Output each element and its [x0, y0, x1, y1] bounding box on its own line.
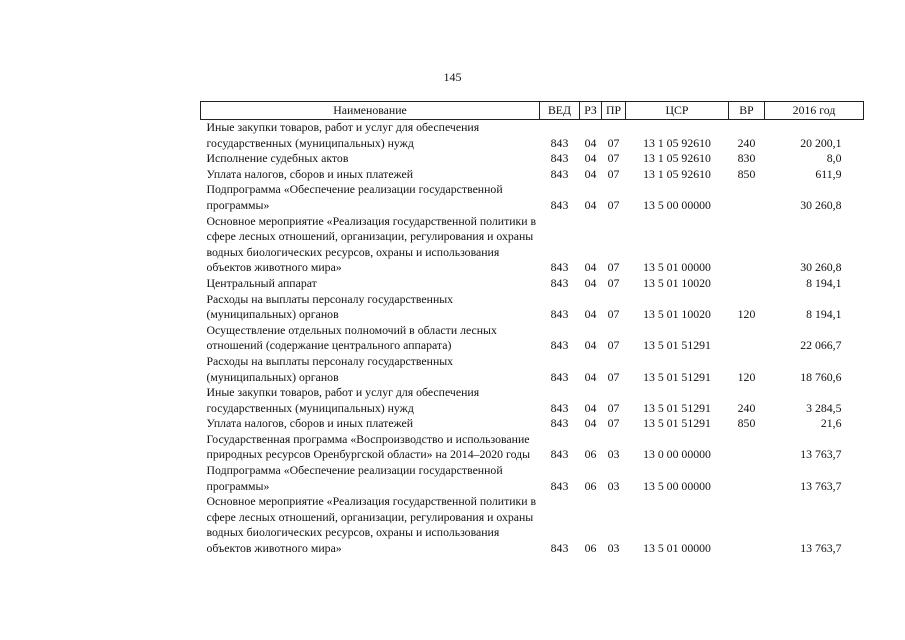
- cell-rz: 04: [584, 151, 597, 166]
- cell-name: Основное мероприятие «Реализация государственной политики в сфере лесных отношений, организации, регулирования и охраны водных биологических ресурсов, охраны и использования объектов животного мира»: [206, 213, 537, 275]
- cell-vr: 120: [737, 307, 756, 322]
- cell-csr: 13 5 01 10020: [643, 307, 711, 322]
- cell-rz: 04: [584, 416, 597, 431]
- cell-pr: 07: [607, 275, 620, 290]
- cell-name: Уплата налогов, сборов и иных платежей: [206, 416, 414, 431]
- cell-vr: [729, 276, 765, 292]
- cell-rz: 06: [584, 541, 597, 556]
- cell-name: Исполнение судебных актов: [206, 151, 349, 166]
- cell-pr: 07: [607, 416, 620, 431]
- table-row: [201, 167, 864, 183]
- table-row: [201, 276, 864, 292]
- cell-rz: 04: [584, 275, 597, 290]
- cell-ved: 843: [550, 151, 569, 166]
- header-rz: РЗ: [580, 102, 602, 120]
- cell-name: Иные закупки товаров, работ и услуг для обеспечения государственных (муниципальных) нужд: [206, 385, 480, 415]
- cell-ved: 843: [550, 369, 569, 384]
- cell-rz: 04: [584, 338, 597, 353]
- cell-csr: 13 5 01 00000: [643, 260, 711, 275]
- cell-rz: 04: [584, 307, 597, 322]
- cell-rz: 04: [584, 135, 597, 150]
- cell-amount: 20 200,1: [800, 135, 842, 150]
- cell-name: Подпрограмма «Обеспечение реализации государственной программы»: [206, 463, 503, 493]
- cell-vr: [729, 463, 765, 494]
- header-row: [201, 102, 864, 120]
- cell-vr: 830: [737, 151, 756, 166]
- cell-csr: 13 0 00 00000: [643, 447, 711, 462]
- table-row: [201, 214, 864, 276]
- cell-name: Основное мероприятие «Реализация государственной политики в сфере лесных отношений, организации, регулирования и охраны водных биологических ресурсов, охраны и использования объектов животного мира»: [206, 494, 537, 556]
- cell-csr: 13 5 01 51291: [643, 416, 711, 431]
- cell-ved: 843: [550, 338, 569, 353]
- cell-vr: 850: [737, 166, 756, 181]
- cell-name: Расходы на выплаты персоналу государственных (муниципальных) органов: [206, 291, 454, 322]
- table-row: [201, 463, 864, 494]
- cell-pr: 07: [607, 338, 620, 353]
- cell-pr: 07: [607, 197, 620, 212]
- header-csr: ЦСР: [626, 102, 729, 120]
- cell-pr: 07: [607, 400, 620, 415]
- cell-ved: 843: [550, 275, 569, 290]
- cell-ved: 843: [550, 260, 569, 275]
- cell-rz: 04: [584, 166, 597, 181]
- table-row: [201, 416, 864, 432]
- cell-rz: 04: [584, 369, 597, 384]
- cell-name: Центральный аппарат: [206, 275, 317, 290]
- cell-name: Осуществление отдельных полномочий в области лесных отношений (содержание центрального аппарата): [206, 322, 497, 353]
- cell-pr: 07: [607, 307, 620, 322]
- table-row: [201, 151, 864, 167]
- table-row: [201, 432, 864, 463]
- cell-pr: 03: [607, 478, 620, 493]
- cell-amount: 13 763,7: [800, 541, 842, 556]
- header-ved: ВЕД: [540, 102, 580, 120]
- cell-ved: 843: [550, 416, 569, 431]
- table-row: [201, 120, 864, 152]
- cell-pr: 03: [607, 541, 620, 556]
- cell-pr: 03: [607, 447, 620, 462]
- cell-rz: 06: [584, 447, 597, 462]
- cell-name: Уплата налогов, сборов и иных платежей: [206, 166, 414, 181]
- cell-vr: 240: [737, 135, 756, 150]
- cell-pr: 07: [607, 260, 620, 275]
- cell-csr: 13 1 05 92610: [643, 135, 711, 150]
- cell-rz: 04: [584, 260, 597, 275]
- cell-ved: 843: [550, 307, 569, 322]
- cell-pr: 07: [607, 369, 620, 384]
- cell-ved: 843: [550, 478, 569, 493]
- cell-vr: 240: [737, 400, 756, 415]
- cell-name: Подпрограмма «Обеспечение реализации государственной программы»: [206, 182, 503, 212]
- cell-csr: 13 5 00 00000: [643, 197, 711, 212]
- cell-vr: [729, 494, 765, 556]
- table-row: [201, 323, 864, 354]
- cell-amount: 30 260,8: [800, 260, 842, 275]
- cell-amount: 22 066,7: [800, 338, 842, 353]
- cell-vr: [729, 182, 765, 213]
- header-vr: ВР: [729, 102, 765, 120]
- cell-amount: 3 284,5: [806, 400, 842, 415]
- cell-ved: 843: [550, 197, 569, 212]
- cell-ved: 843: [550, 447, 569, 462]
- table-row: [201, 292, 864, 323]
- table-body: [201, 120, 864, 557]
- header-name: Наименование: [201, 102, 540, 120]
- budget-table: [200, 101, 864, 557]
- cell-amount: 8 194,1: [806, 307, 842, 322]
- cell-ved: 843: [550, 135, 569, 150]
- table-row: [201, 494, 864, 556]
- page-number: 145: [443, 70, 462, 84]
- cell-ved: 843: [550, 400, 569, 415]
- cell-amount: 8,0: [826, 151, 842, 166]
- cell-pr: 07: [607, 151, 620, 166]
- cell-name: Государственная программа «Воспроизводство и использование природных ресурсов Оренбургской области» на 2014–2020 годы: [206, 431, 531, 462]
- table-row: [201, 385, 864, 416]
- cell-rz: 06: [584, 478, 597, 493]
- cell-amount: 30 260,8: [800, 197, 842, 212]
- cell-vr: [729, 214, 765, 276]
- table-row: [201, 182, 864, 213]
- cell-csr: 13 1 05 92610: [643, 151, 711, 166]
- cell-amount: 13 763,7: [800, 478, 842, 493]
- table-header: [201, 102, 864, 120]
- cell-amount: 611,9: [815, 166, 842, 181]
- header-pr: ПР: [602, 102, 626, 120]
- cell-name: Расходы на выплаты персоналу государственных (муниципальных) органов: [206, 353, 454, 384]
- cell-csr: 13 5 01 00000: [643, 541, 711, 556]
- cell-csr: 13 5 00 00000: [643, 478, 711, 493]
- cell-amount: 8 194,1: [806, 275, 842, 290]
- cell-ved: 843: [550, 541, 569, 556]
- cell-csr: 13 5 01 51291: [643, 369, 711, 384]
- cell-csr: 13 5 01 10020: [643, 275, 711, 290]
- cell-rz: 04: [584, 400, 597, 415]
- cell-pr: 07: [607, 135, 620, 150]
- cell-vr: 120: [737, 369, 756, 384]
- cell-vr: [729, 432, 765, 463]
- cell-rz: 04: [584, 197, 597, 212]
- cell-csr: 13 1 05 92610: [643, 166, 711, 181]
- cell-vr: 850: [737, 416, 756, 431]
- cell-amount: 18 760,6: [800, 369, 842, 384]
- table-row: [201, 354, 864, 385]
- cell-ved: 843: [550, 166, 569, 181]
- cell-csr: 13 5 01 51291: [643, 338, 711, 353]
- cell-csr: 13 5 01 51291: [643, 400, 711, 415]
- cell-name: Иные закупки товаров, работ и услуг для обеспечения государственных (муниципальных) нужд: [206, 120, 480, 150]
- header-amount: 2016 год: [765, 102, 864, 120]
- cell-vr: [729, 323, 765, 354]
- cell-pr: 07: [607, 166, 620, 181]
- cell-amount: 21,6: [820, 416, 842, 431]
- cell-amount: 13 763,7: [800, 447, 842, 462]
